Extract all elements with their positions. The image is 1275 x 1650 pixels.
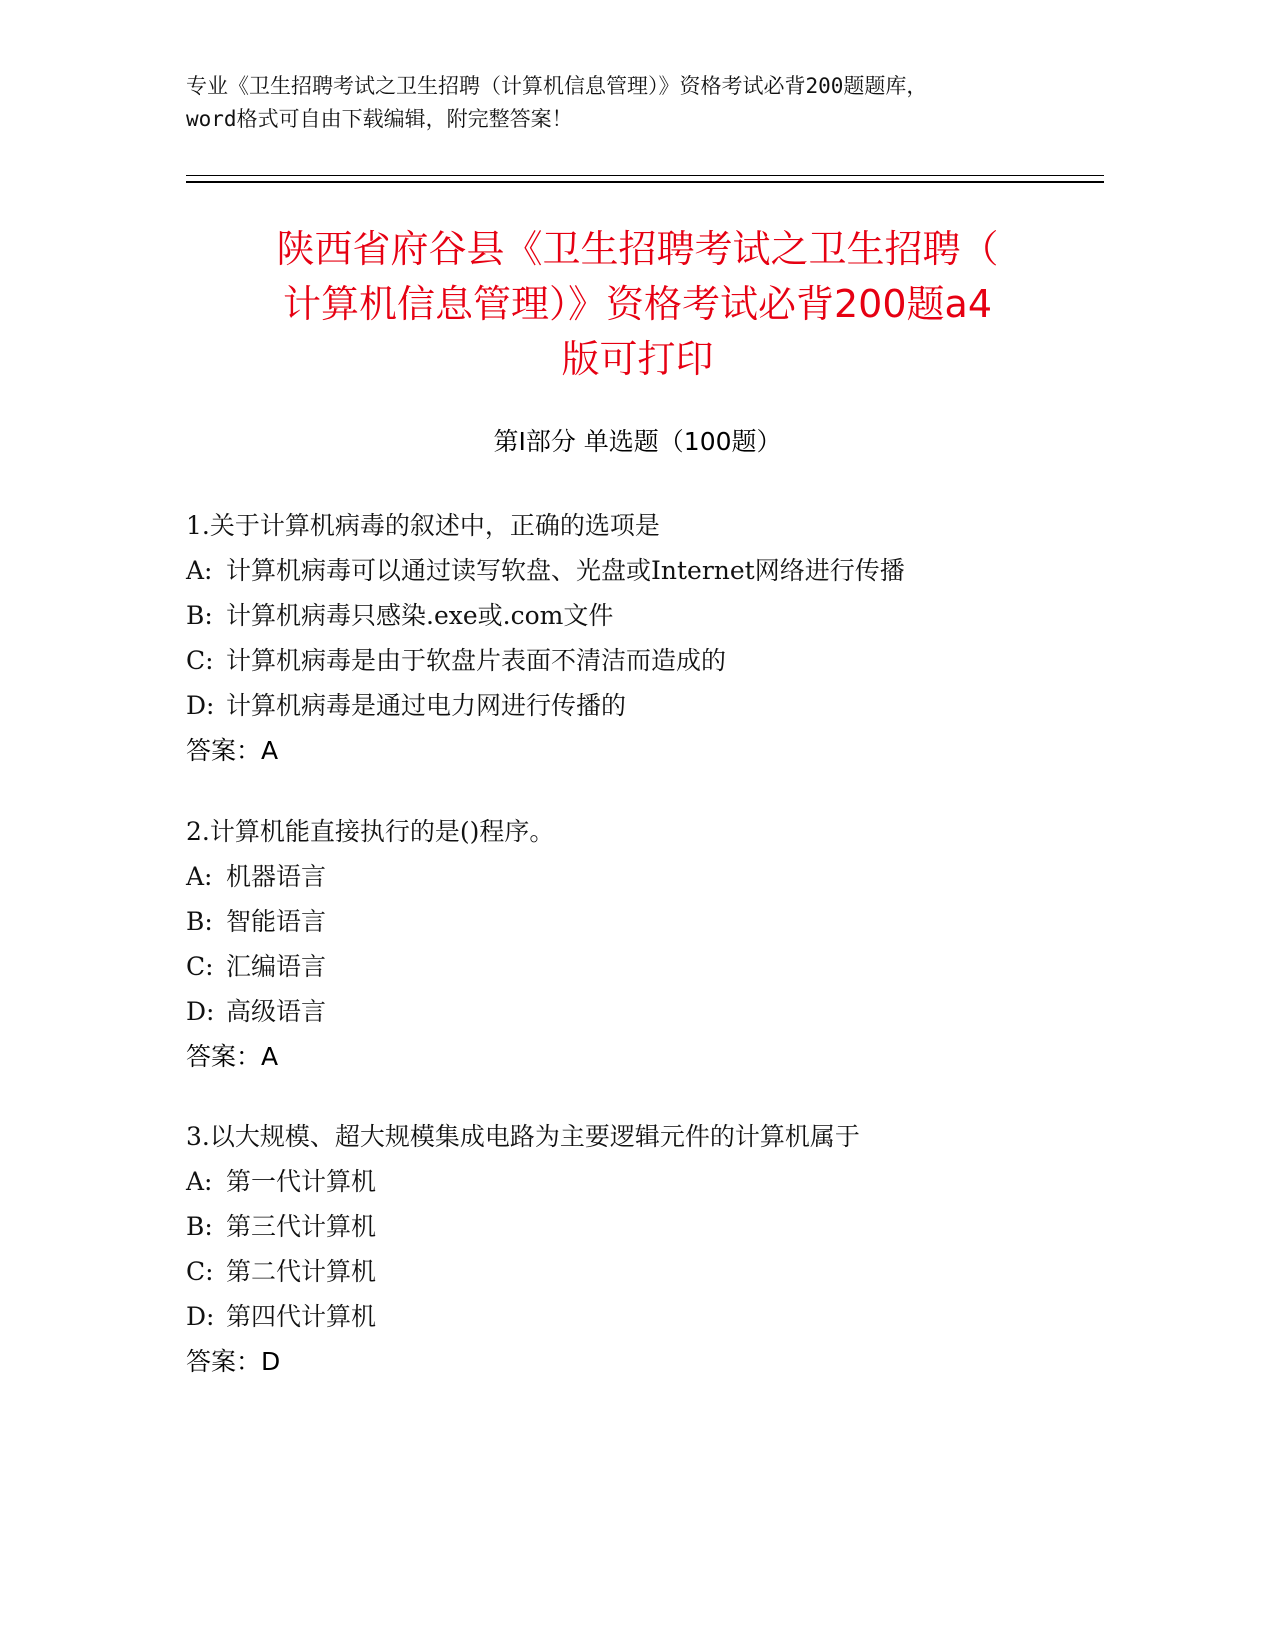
option-c	[186, 638, 1086, 683]
header-divider-thick	[186, 181, 1104, 183]
option-d	[186, 989, 1086, 1034]
question-stem: 2.计算机能直接执行的是()程序。	[186, 817, 555, 846]
option-c	[186, 1249, 1086, 1294]
option-label: C:	[186, 1257, 214, 1286]
answer-line: 答案：D	[186, 1347, 281, 1376]
option-label: B:	[186, 601, 213, 630]
answer-line: 答案：A	[186, 1042, 279, 1071]
option-b	[186, 899, 1086, 944]
option-text: 计算机病毒可以通过读写软盘、光盘或Internet网络进行传播	[226, 556, 905, 585]
option-text: 第二代计算机	[226, 1257, 377, 1286]
option-b	[186, 593, 1086, 638]
header-divider-thin	[186, 175, 1104, 176]
option-text: 高级语言	[226, 997, 327, 1026]
option-label: A:	[186, 862, 213, 891]
answer-line: 答案：A	[186, 736, 279, 765]
option-c	[186, 944, 1086, 989]
question-stem: 1.关于计算机病毒的叙述中，正确的选项是	[186, 511, 660, 540]
option-text: 计算机病毒只感染.exe或.com文件	[226, 601, 614, 630]
option-label: A:	[186, 556, 213, 585]
option-a	[186, 854, 1086, 899]
title-line: 陕西省府谷县《卫生招聘考试之卫生招聘（	[276, 227, 999, 271]
option-label: A:	[186, 1167, 213, 1196]
option-text: 机器语言	[226, 862, 327, 891]
option-text: 计算机病毒是通过电力网进行传播的	[226, 691, 627, 720]
header-note-line: 专业《卫生招聘考试之卫生招聘（计算机信息管理）》资格考试必背200题题库，	[186, 74, 928, 98]
option-label: B:	[186, 907, 213, 936]
option-d	[186, 683, 1086, 728]
option-label: C:	[186, 952, 214, 981]
option-a	[186, 548, 1086, 593]
option-text: 计算机病毒是由于软盘片表面不清洁而造成的	[226, 646, 727, 675]
title-line: 计算机信息管理）》资格考试必背200题a4	[283, 282, 992, 326]
question-stem: 3.以大规模、超大规模集成电路为主要逻辑元件的计算机属于	[186, 1122, 860, 1151]
option-label: B:	[186, 1212, 213, 1241]
option-label: D:	[186, 691, 215, 720]
option-label: C:	[186, 646, 214, 675]
option-text: 第一代计算机	[226, 1167, 377, 1196]
option-label: D:	[186, 1302, 215, 1331]
option-text: 智能语言	[226, 907, 327, 936]
document-title	[150, 222, 1125, 387]
option-text: 汇编语言	[226, 952, 327, 981]
section-heading: 第Ⅰ部分 单选题（100题）	[493, 427, 782, 456]
option-d	[186, 1294, 1086, 1339]
title-line: 版可打印	[561, 337, 714, 381]
option-text: 第三代计算机	[226, 1212, 377, 1241]
option-b	[186, 1204, 1086, 1249]
question-block	[186, 503, 1086, 773]
question-block	[186, 1114, 1086, 1384]
header-note-line: word格式可自由下载编辑，附完整答案！	[186, 107, 573, 131]
question-block	[186, 809, 1086, 1079]
header-note	[186, 70, 1086, 136]
option-text: 第四代计算机	[226, 1302, 377, 1331]
option-a	[186, 1159, 1086, 1204]
option-label: D:	[186, 997, 215, 1026]
